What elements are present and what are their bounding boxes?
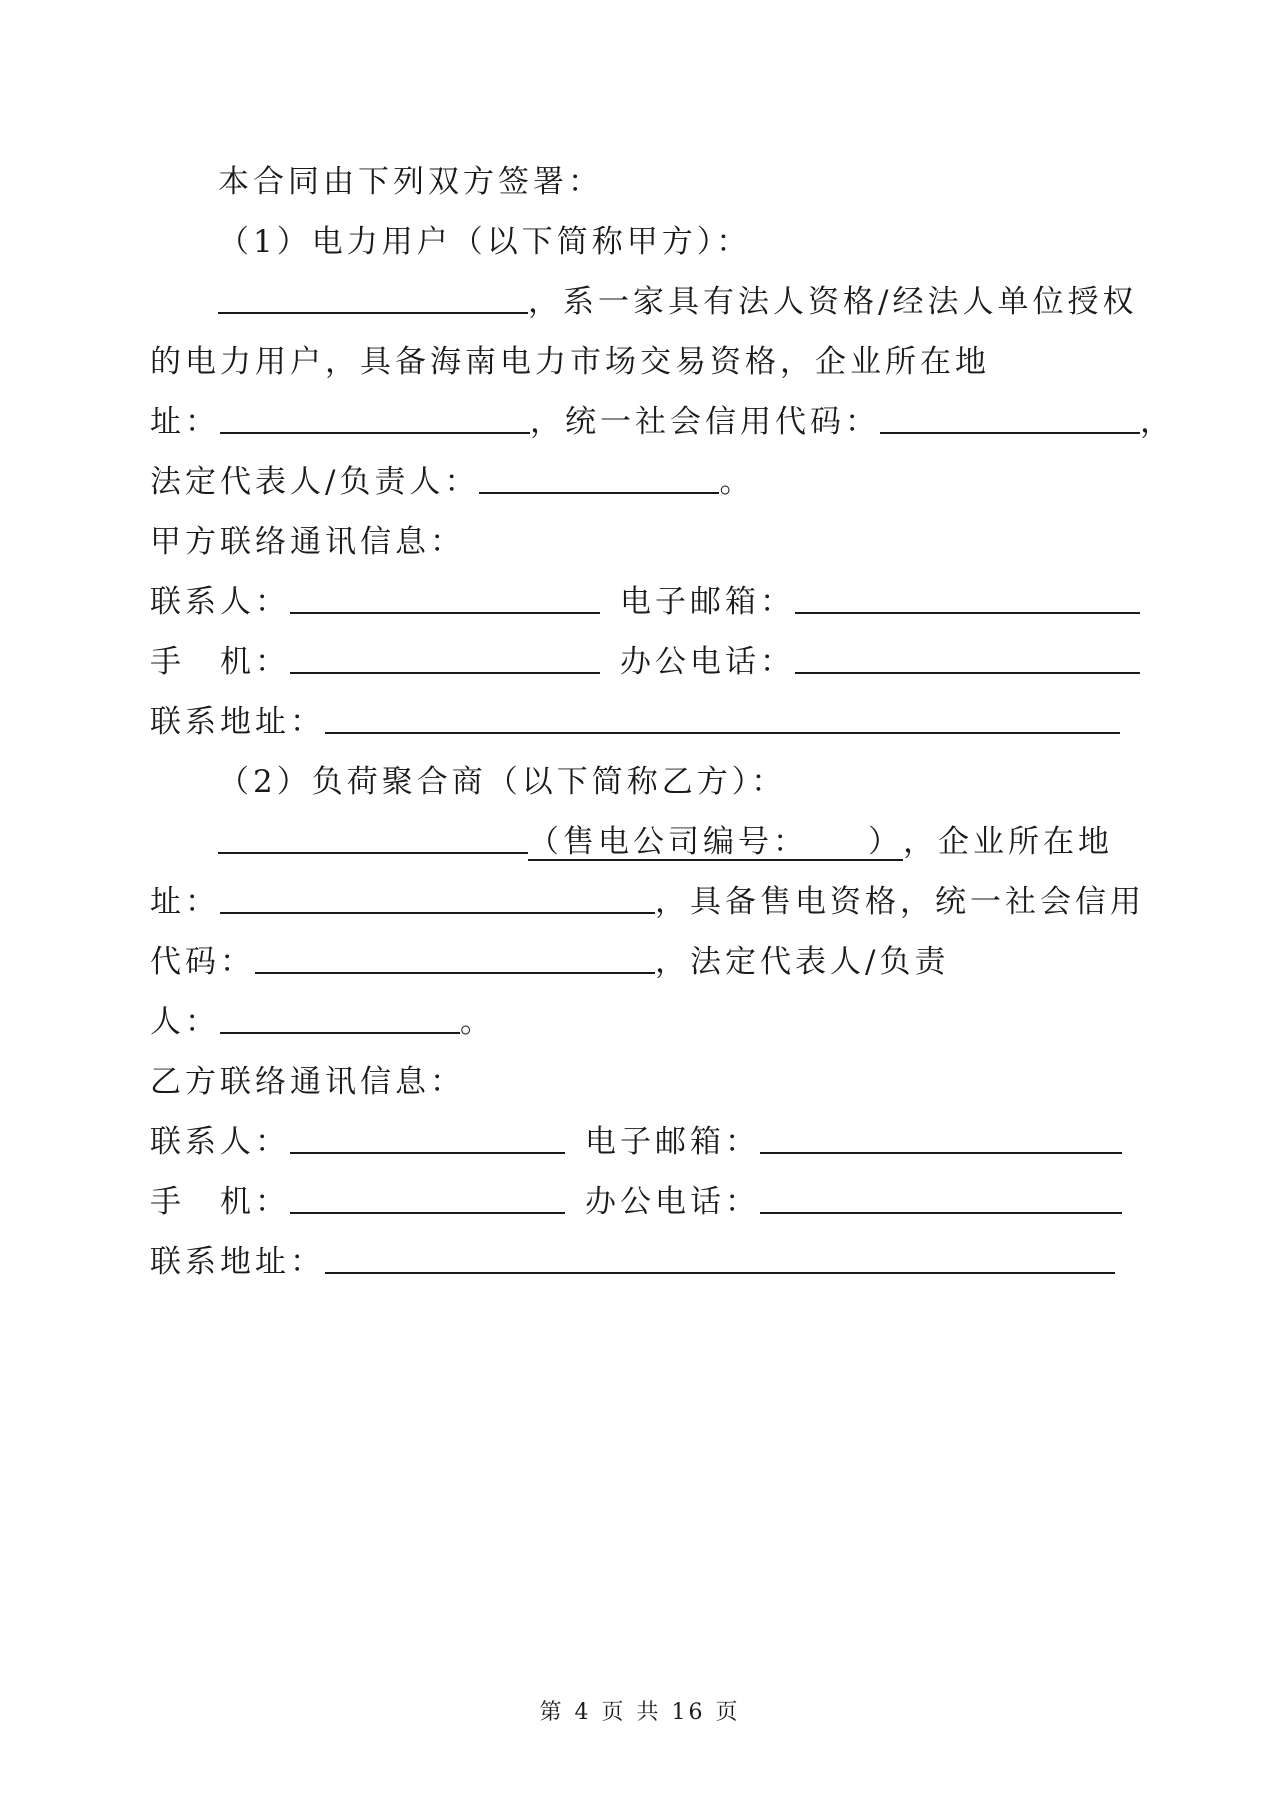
- party-a-office-phone-label: 办公电话：: [620, 644, 795, 680]
- party-b-name-field[interactable]: [218, 822, 528, 854]
- party-b-contact-row-2: [150, 1182, 1122, 1222]
- party-b-contact-address-label: 联系地址：: [150, 1244, 325, 1280]
- party-a-contact-address-label: 联系地址：: [150, 704, 325, 740]
- party-a-period: 。: [719, 464, 755, 500]
- party-b-code-field[interactable]: [255, 942, 655, 974]
- party-a-contact-address-line: [150, 702, 1120, 742]
- party-b-person-label: 人：: [150, 1004, 220, 1040]
- page-footer: 第 4 页 共 16 页: [539, 1700, 741, 1725]
- party-a-contact-address-field[interactable]: [325, 702, 1120, 734]
- party-a-contact-person-label: 联系人：: [150, 584, 290, 620]
- party-b-code-label: 代码：: [150, 944, 255, 980]
- party-b-contact-person-field[interactable]: [290, 1122, 565, 1154]
- intro-text: 本合同由下列双方签署：: [218, 164, 603, 200]
- party-a-address-field[interactable]: [220, 402, 530, 434]
- party-a-desc-1: ，系一家具有法人资格/经法人单位授权: [528, 284, 1138, 320]
- party-a-name-field[interactable]: [218, 282, 528, 314]
- party-b-company-no-label: （售电公司编号：: [528, 824, 808, 860]
- party-b-legal-rep-label: ，法定代表人/负责: [655, 944, 950, 980]
- party-b-qualification: ，具备售电资格，统一社会信用: [655, 884, 1145, 920]
- party-a-heading: （1）电力用户（以下简称甲方）：: [218, 224, 752, 260]
- party-b-mobile-label: 手 机：: [150, 1184, 290, 1220]
- party-a-address-line: [150, 402, 1175, 442]
- party-b-contact-address-field[interactable]: [325, 1242, 1115, 1274]
- party-b-contact-title: 乙方联络通讯信息：: [150, 1064, 465, 1100]
- party-a-legal-rep-label: 法定代表人/负责人：: [150, 464, 480, 500]
- party-b-office-phone-label: 办公电话：: [585, 1184, 760, 1220]
- party-b-heading: （2）负荷聚合商（以下简称乙方）：: [218, 764, 787, 800]
- party-b-period: 。: [460, 1004, 495, 1040]
- party-a-contact-person-field[interactable]: [290, 582, 600, 614]
- party-a-office-phone-field[interactable]: [795, 642, 1140, 674]
- party-a-contact-row-2: [150, 642, 1140, 682]
- party-b-company-no[interactable]: [528, 825, 903, 861]
- party-b-address-label: 址：: [150, 884, 220, 920]
- party-a-legal-rep-field[interactable]: [479, 462, 719, 494]
- party-a-address-label: 址：: [150, 404, 220, 440]
- party-a-trailing-comma: ，: [1140, 404, 1175, 440]
- party-b-company-no-close: ）: [868, 824, 903, 860]
- party-b-email-label: 电子邮箱：: [585, 1124, 760, 1160]
- party-b-code-line: [150, 942, 949, 982]
- party-a-legal-rep-line: [150, 462, 754, 502]
- party-a-mobile-field[interactable]: [290, 642, 600, 674]
- party-a-credit-code-field[interactable]: [880, 402, 1140, 434]
- party-b-location-1: ，企业所在地: [903, 824, 1113, 860]
- party-b-office-phone-field[interactable]: [760, 1182, 1122, 1214]
- party-a-mobile-label: 手 机：: [150, 644, 290, 680]
- party-b-person-field[interactable]: [220, 1002, 460, 1034]
- party-a-name-line: [218, 282, 1137, 322]
- party-b-name-line: [218, 822, 1113, 862]
- party-a-email-label: 电子邮箱：: [620, 584, 795, 620]
- party-a-email-field[interactable]: [795, 582, 1140, 614]
- party-b-contact-row-1: [150, 1122, 1122, 1162]
- party-b-contact-person-label: 联系人：: [150, 1124, 290, 1160]
- party-a-contact-row-1: [150, 582, 1140, 622]
- party-b-address-field[interactable]: [220, 882, 655, 914]
- party-b-address-line: [150, 882, 1145, 922]
- party-a-credit-code-label: ，统一社会信用代码：: [530, 404, 880, 440]
- party-a-contact-title: 甲方联络通讯信息：: [150, 524, 465, 560]
- party-b-email-field[interactable]: [760, 1122, 1122, 1154]
- party-a-desc-2: 的电力用户，具备海南电力市场交易资格，企业所在地: [150, 344, 990, 380]
- party-b-contact-address-line: [150, 1242, 1115, 1282]
- party-b-person-line: [150, 1002, 495, 1042]
- party-b-mobile-field[interactable]: [290, 1182, 565, 1214]
